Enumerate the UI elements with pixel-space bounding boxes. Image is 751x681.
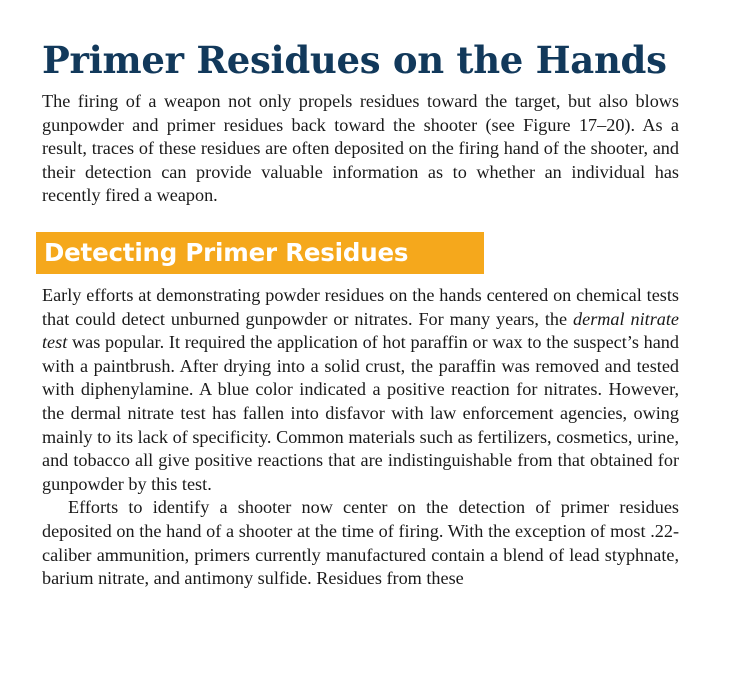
- paragraph-text: was popular. It required the application of hot paraffin or wax to the suspect’s hand with a paintbrush. After drying into a solid crust, the paraffin was removed and tested with diphenylamine. A blue color indicated a positive reaction for nitrates. However, the dermal nitrate test has fallen into disfavor with law enforcement agencies, owing mainly to its lack of specificity. Common materials such as fertilizers, cosmetics, urine, and tobacco all give positive reactions that are indistinguishable from that obtained for gunpowder by this test.: [42, 332, 679, 494]
- section-banner: [36, 232, 484, 274]
- section-paragraph-2: Efforts to identify a shooter now center on the detection of primer residues deposited on the hand of a shooter at the time of firing. With the exception of most .22-caliber ammunition, primers currently manufactured contain a blend of lead styphnate, barium nitrate, and antimony sulfide. Residues from these: [42, 497, 679, 589]
- intro-paragraph: The firing of a weapon not only propels residues toward the target, but also blows gunpowder and primer residues back toward the shooter (see Figure 17–20). As a result, traces of these residues are often deposited on the firing hand of the shooter, and their detection can provide valuable information as to whether an individual has recently fired a weapon.: [42, 91, 679, 206]
- section-title: Detecting Primer Residues: [44, 238, 409, 268]
- page-title: Primer Residues on the Hands: [42, 38, 667, 82]
- paragraph-text: Early efforts at demonstrating powder residues on the hands centered on chemical tests that could detect unburned gunpowder or nitrates. For many years, the: [42, 284, 679, 329]
- emphasized-term: dermal nitrate test: [42, 308, 679, 353]
- document-page: [42, 36, 679, 591]
- section-paragraph-1: [42, 284, 679, 496]
